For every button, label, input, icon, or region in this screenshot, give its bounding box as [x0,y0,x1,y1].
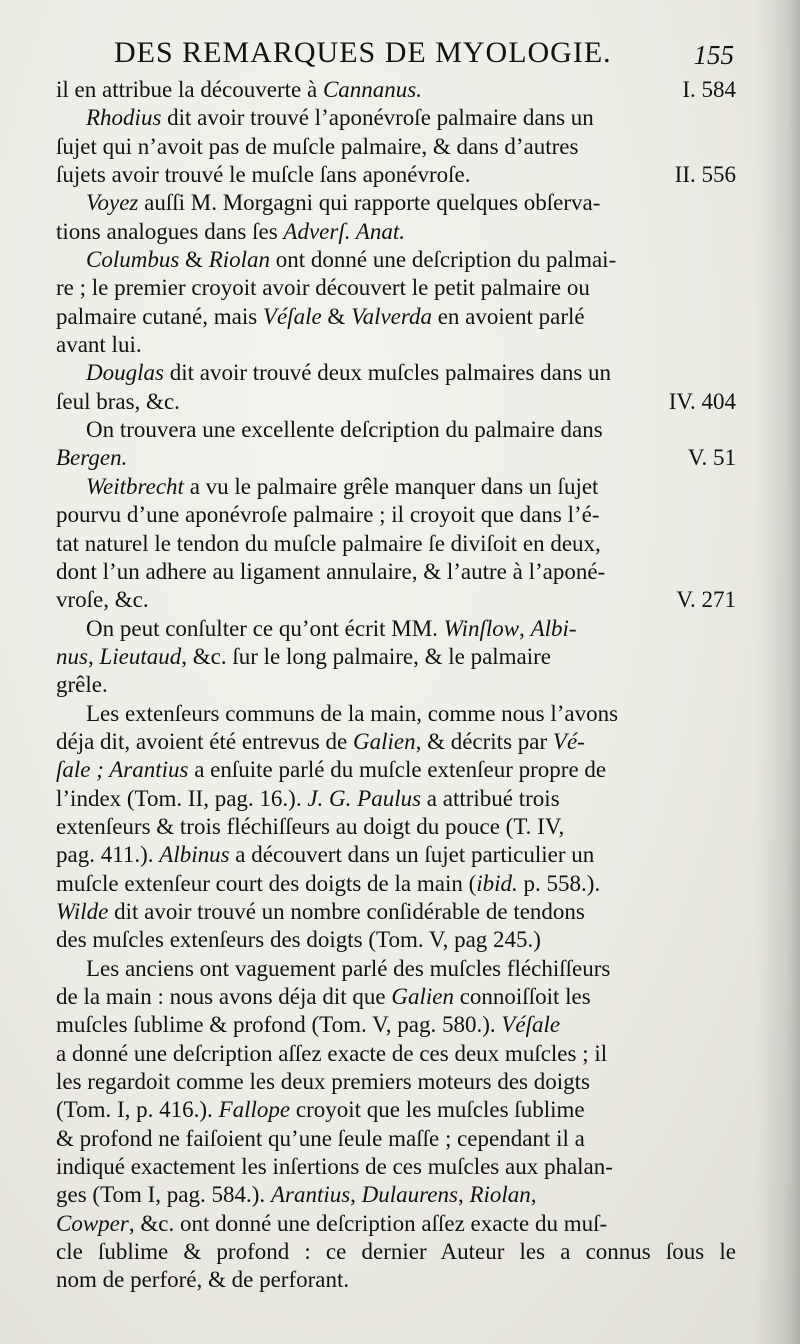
text-segment: tions analogues dans ſes [56,218,284,244]
text-segment: ſujet qui n’avoit pas de muſcle palmaire, & dans d’autres [56,133,579,159]
text-line [56,331,736,359]
text-line [56,1125,736,1153]
text-segment: les regardoit comme les deux premiers moteurs des doigts [56,1069,590,1095]
text-segment: connoiſſoit les [453,984,591,1009]
italic-text: Bergen. [56,445,128,471]
text-segment: a vu le palmaire grêle manquer dans un ſujet [183,473,599,499]
text-segment: des muſcles extenſeurs des doigts (Tom. V, pag 245.) [56,927,541,953]
text-segment: déja dit, avoient été entrevus de [56,728,353,754]
citation-reference: II. 556 [674,162,736,188]
italic-text: Véſale [501,1012,561,1038]
text-line [56,1153,736,1181]
text-line [56,218,736,246]
italic-text: Riolan [208,247,271,273]
text-segment: grêle. [56,672,108,698]
text-segment: cle ſublime & profond : ce dernier Auteur les a connus ſous le [56,1239,736,1265]
text-segment: , [350,1182,362,1208]
text-line [56,388,736,416]
text-segment: re ; le premier croyoit avoir découvert le petit palmaire ou [56,275,590,301]
text-line [56,586,736,614]
text-segment: Les extenſeurs communs de la main, comme nous l’avons [86,700,619,726]
italic-text: Galien [352,728,416,754]
text-segment: & [179,247,209,273]
italic-text: Winſlow [443,615,520,641]
italic-text: Cannanus. [322,77,422,102]
italic-text: Véſale [262,303,322,329]
text-line [56,76,736,104]
text-segment: tat naturel le tendon du muſcle palmaire ſe diviſoit en deux, [56,530,601,556]
running-head: DES REMARQUES DE MYOLOGIE. [114,36,612,69]
text-line [56,671,736,699]
italic-text: ibid. [476,870,518,896]
text-line [56,246,736,274]
text-segment: pourvu d’une aponévroſe palmaire ; il croyoit que dans l’é- [56,502,600,528]
text-line [56,274,736,302]
text-line [56,1068,736,1096]
citation-reference: IV. 404 [668,388,736,414]
text-segment: muſcles ſublime & profond (Tom. V, pag. 580.). [56,1012,502,1038]
text-segment: dit avoir trouvé un nombre conſidérable de tendons [108,898,585,924]
italic-text: J. G. Paulus [307,785,422,811]
text-line [56,813,736,841]
text-line [56,1181,736,1209]
text-segment: , & décrits par [415,728,553,754]
italic-text: Vé- [552,728,585,754]
text-line [56,898,736,926]
italic-text: Arantius [270,1182,351,1208]
text-segment: , [519,615,531,641]
text-line [56,926,736,954]
italic-text: ſale ; Arantius [56,757,189,783]
italic-text: Voyez [86,190,139,216]
text-segment: l’index (Tom. II, pag. 16.). [56,785,308,811]
text-segment: il en attribue la découverte à [56,77,323,102]
citation-reference: V. 51 [687,445,736,471]
text-segment: palmaire cutané, mais [56,303,263,329]
italic-text: Albinus [159,842,230,868]
text-line [56,1011,736,1039]
text-line [56,501,736,529]
text-line [56,133,736,161]
text-segment: & [321,303,352,329]
text-line [56,615,736,643]
text-segment: Les anciens ont vaguement parlé des muſcles fléchiſſeurs [86,955,611,981]
text-segment: nom de perforé, & de perforant. [56,1267,350,1293]
text-segment: pag. 411.). [56,842,160,868]
text-line [56,1040,736,1068]
text-segment: croyoit que les muſcles ſublime [290,1097,585,1123]
text-line [56,1210,736,1238]
text-segment: a donné une deſcription aſſez exacte de ces deux muſcles ; il [56,1040,608,1066]
italic-text: Rhodius [86,105,162,131]
italic-text: nus [56,643,88,669]
text-line [56,1266,736,1294]
text-segment: a enſuite parlé du muſcle extenſeur propre de [188,757,607,783]
italic-text: Fallope [218,1097,291,1123]
text-segment: extenſeurs & trois fléchiſſeurs au doigt du pouce (T. IV, [56,813,565,839]
text-line [56,955,736,983]
text-line [56,530,736,558]
text-segment: en avoient parlé [431,303,585,329]
text-segment: dit avoir trouvé deux muſcles palmaires dans un [163,360,612,386]
text-line [56,756,736,784]
italic-text: Riolan [469,1182,531,1208]
text-segment: dont l’un adhere au ligament annulaire, & l’autre à l’aponé- [56,558,606,584]
text-segment: On peut conſulter ce qu’ont écrit MM. [86,615,444,641]
text-segment: p. 558.). [517,870,601,896]
italic-text: Weitbrecht [86,473,184,499]
italic-text: Dulaurens [361,1182,458,1208]
text-line [56,303,736,331]
text-line [56,870,736,898]
text-line [56,359,736,387]
text-line [56,643,736,671]
text-line [56,728,736,756]
text-segment: , &c. ſur le long palmaire, & le palmaire [181,643,552,669]
page-header [102,36,742,80]
text-segment: ſeul bras, &c. [56,388,180,414]
text-line [56,1096,736,1124]
text-segment: ges (Tom I, pag. 584.). [56,1182,271,1208]
text-segment: a découvert dans un ſujet particulier un [229,842,595,868]
text-line [56,416,736,444]
italic-text: Galien [391,984,454,1009]
text-line [56,161,736,189]
italic-text: Douglas [86,360,164,386]
text-line [56,558,736,586]
text-segment: , &c. ont donné une deſcription aſſez exacte du muſ- [128,1210,608,1236]
italic-text: Albi- [530,615,577,641]
text-line [56,700,736,728]
italic-text: Lieutaud [99,643,182,669]
text-segment: On trouvera une excellente deſcription du palmaire dans [86,417,603,443]
text-segment: dit avoir trouvé l’aponévroſe palmaire dans un [161,105,594,131]
text-segment: vroſe, &c. [56,587,149,613]
text-line [56,785,736,813]
italic-text: Adverſ. Anat. [283,218,405,244]
italic-text: Cowper [56,1210,129,1236]
text-segment: ont donné une deſcription du palmai- [270,247,617,273]
text-segment: auſſi M. Morgagni qui rapporte quelques obſerva- [138,190,601,216]
italic-text: Wilde [56,898,109,924]
text-segment: , [530,1182,537,1208]
text-segment: , [87,643,100,669]
text-line [56,104,736,132]
page-number: 155 [693,40,734,70]
text-line [56,1238,736,1266]
text-segment: & profond ne faiſoient qu’une ſeule maſſe ; cependant il a [56,1125,585,1151]
text-line [56,983,736,1011]
text-segment: (Tom. I, p. 416.). [56,1097,219,1123]
text-segment: muſcle extenſeur court des doigts de la main ( [56,870,477,896]
text-segment: , [457,1182,470,1208]
text-segment: ſujets avoir trouvé le muſcle ſans aponévroſe. [56,162,471,188]
text-segment: de la main : nous avons déja dit que [56,984,392,1009]
binding-shadow [756,0,800,1344]
text-segment: avant lui. [56,332,142,358]
text-segment: indiqué exactement les inſertions de ces muſcles aux phalan- [56,1154,613,1180]
text-line [56,189,736,217]
text-line [56,473,736,501]
italic-text: Columbus [86,247,180,273]
text-line [56,841,736,869]
text-segment: a attribué trois [421,785,560,811]
citation-reference: I. 584 [682,77,736,102]
italic-text: Valverda [351,303,432,329]
body-text [56,76,736,1295]
text-line [56,444,736,472]
citation-reference: V. 271 [676,587,736,613]
